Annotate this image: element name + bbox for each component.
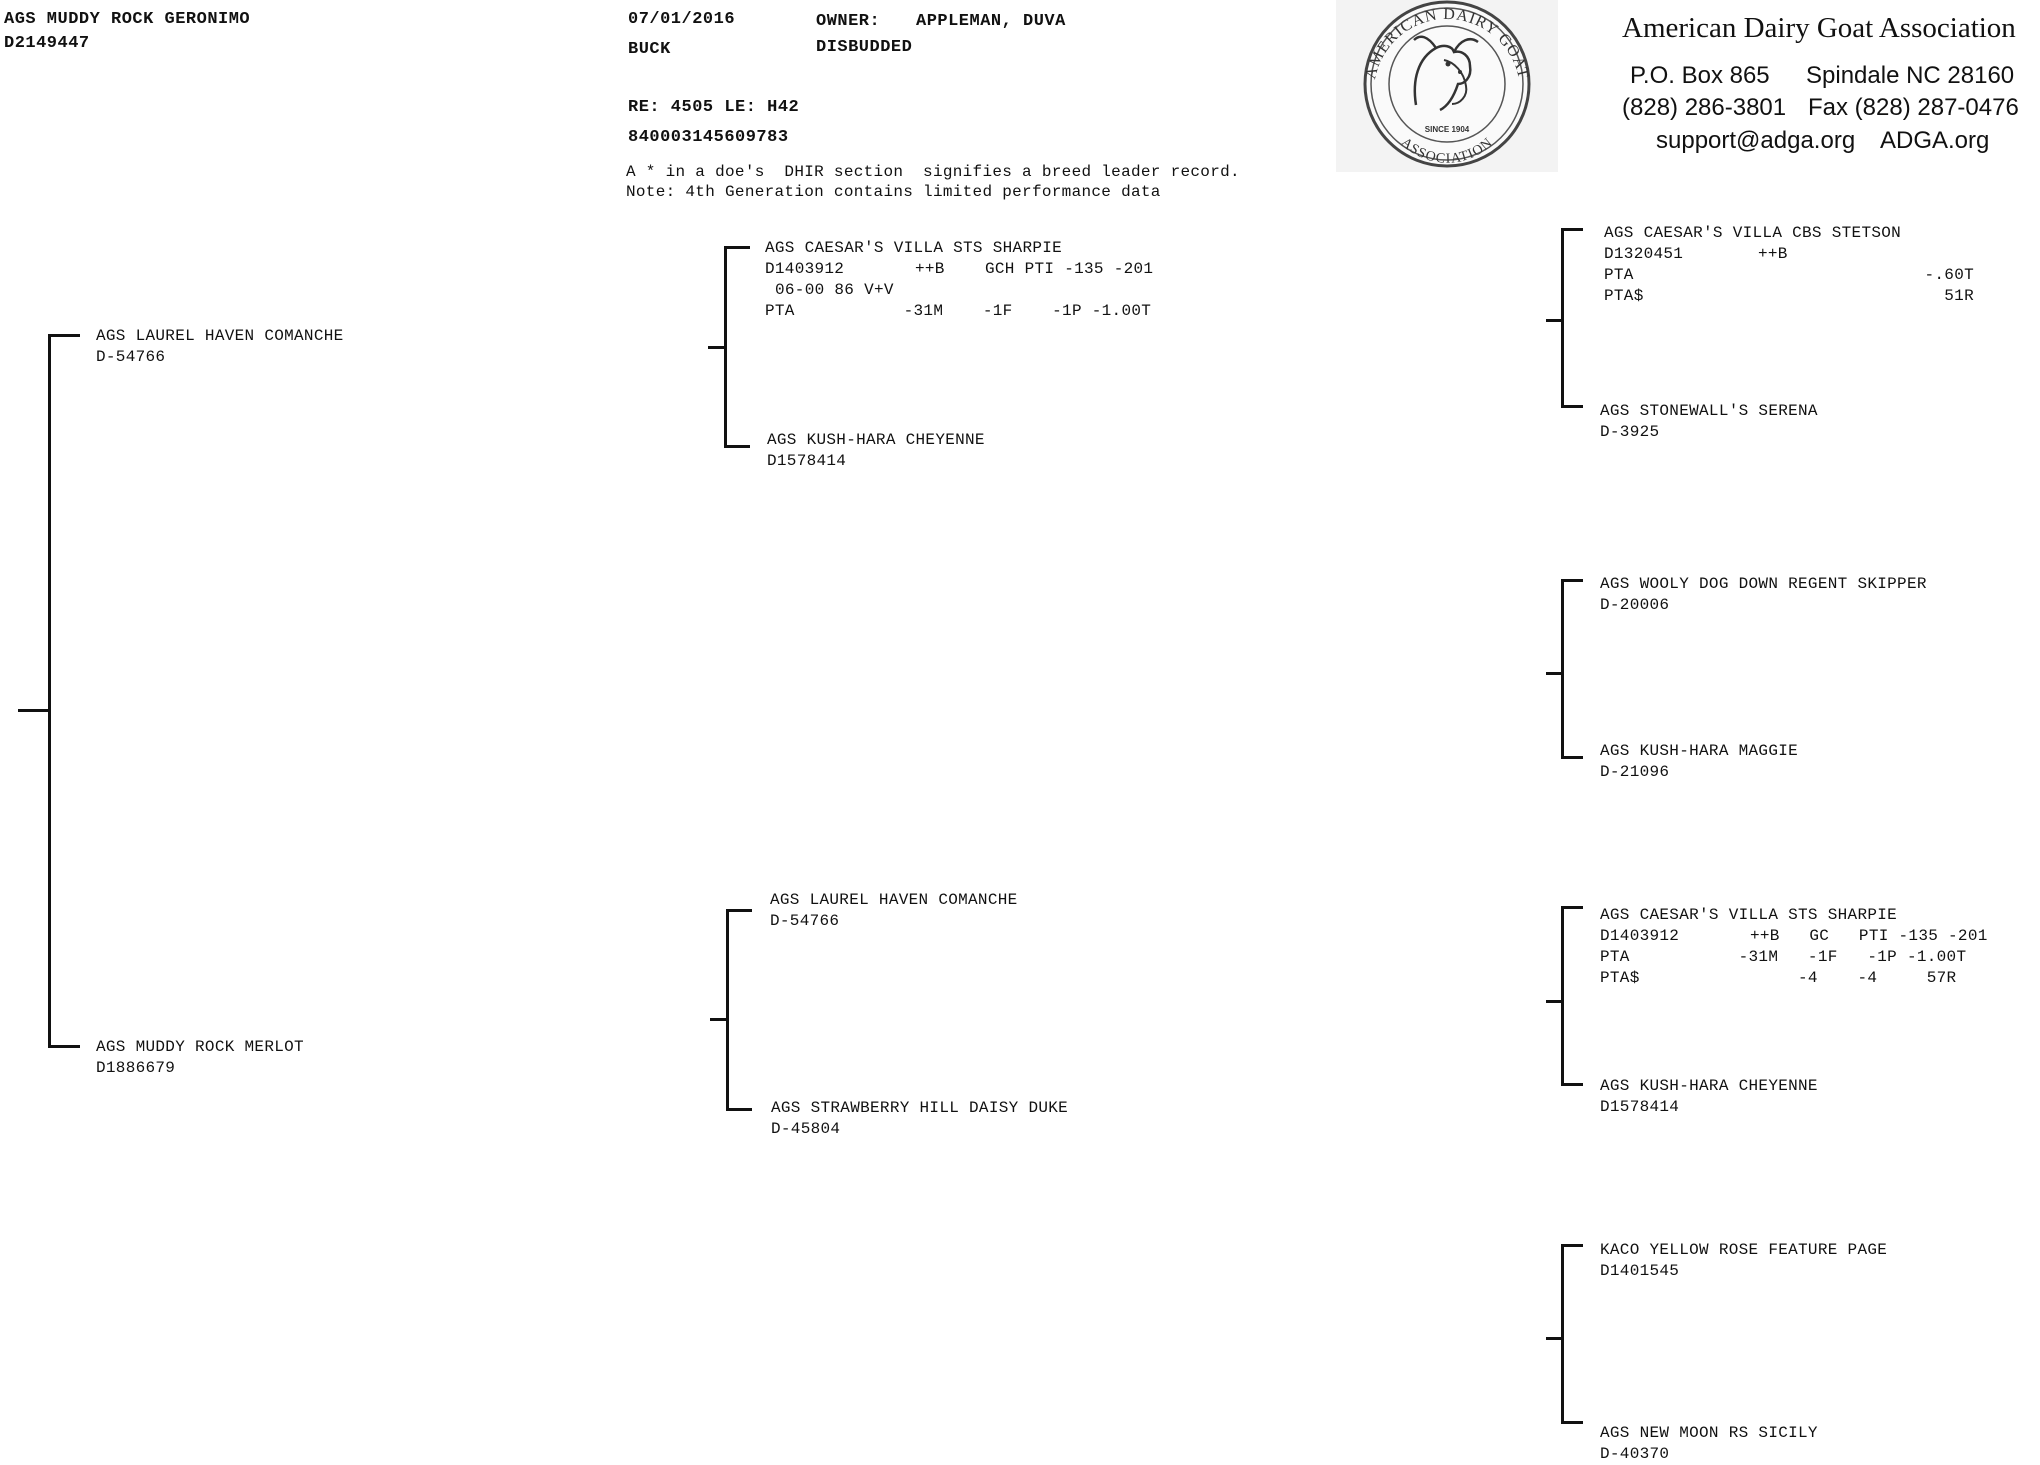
dss-pta: PTA -31M -1F -1P -1.00T xyxy=(1600,948,1967,966)
sss-badge: ++B xyxy=(1758,245,1788,263)
dsd-registration: D1578414 xyxy=(1600,1098,1680,1116)
bracket-sire-bottom xyxy=(724,445,750,448)
note-breed-leader: A * in a doe's DHIR section signifies a breed leader record. xyxy=(626,163,1240,181)
dam-dam-registration: D-45804 xyxy=(771,1120,841,1138)
dam-entry xyxy=(96,1037,304,1079)
dds-name: KACO YELLOW ROSE FEATURE PAGE xyxy=(1600,1241,1888,1259)
sds-entry xyxy=(1600,574,1927,616)
sire-sire-badge: ++B xyxy=(915,260,945,278)
sire-name: AGS LAUREL HAVEN COMANCHE xyxy=(96,327,344,345)
sire-sire-award: GCH PTI -135 -201 xyxy=(985,260,1154,278)
association-logo xyxy=(1336,0,1558,172)
sds-registration: D-20006 xyxy=(1600,596,1670,614)
bracket-dd-top xyxy=(1561,1244,1583,1247)
adga-seal-icon xyxy=(1336,0,1558,172)
bracket-gen1-bottom xyxy=(48,1045,80,1048)
birth-date: 07/01/2016 xyxy=(628,10,736,29)
bracket-ss-top xyxy=(1561,228,1583,231)
horn-status: DISBUDDED xyxy=(816,38,913,57)
sire-sire-entry xyxy=(765,238,1153,322)
sss-pta-value: -.60T xyxy=(1924,266,1974,284)
sss-entry xyxy=(1604,223,1974,307)
ddd-registration: D-40370 xyxy=(1600,1445,1670,1463)
bracket-ss-stub xyxy=(1546,319,1562,322)
dds-entry xyxy=(1600,1240,1887,1282)
seal-since-text: SINCE 1904 xyxy=(1424,125,1470,134)
dam-name: AGS MUDDY ROCK MERLOT xyxy=(96,1038,304,1056)
association-phone: (828) 286-3801 xyxy=(1622,94,1787,121)
bracket-ds-bottom xyxy=(1561,1083,1583,1086)
sss-pta-label: PTA xyxy=(1604,266,1634,284)
sire-sire-name: AGS CAESAR'S VILLA STS SHARPIE xyxy=(765,239,1063,257)
bracket-sd-bottom xyxy=(1561,756,1583,759)
dsd-name: AGS KUSH-HARA CHEYENNE xyxy=(1600,1077,1818,1095)
tattoo: RE: 4505 LE: H42 xyxy=(628,98,800,117)
dam-sire-registration: D-54766 xyxy=(770,912,840,930)
bracket-dd-vertical xyxy=(1561,1244,1564,1423)
sdd-registration: D-21096 xyxy=(1600,763,1670,781)
owner-name: APPLEMAN, DUVA xyxy=(916,12,1066,31)
animal-name: AGS MUDDY ROCK GERONIMO xyxy=(4,10,251,29)
sire-dam-name: AGS KUSH-HARA CHEYENNE xyxy=(767,431,985,449)
sire-dam-entry xyxy=(767,430,985,472)
bracket-sd-top xyxy=(1561,579,1583,582)
dss-awards: ++B GC PTI -135 -201 xyxy=(1750,927,1988,945)
association-city: Spindale NC 28160 xyxy=(1806,62,2015,89)
sss-name: AGS CAESAR'S VILLA CBS STETSON xyxy=(1604,224,1902,242)
bracket-dd-stub xyxy=(1546,1337,1562,1340)
sss-ptad-value: 51R xyxy=(1944,287,1974,305)
sss-ptad-label: PTA$ xyxy=(1604,287,1644,305)
dss-entry xyxy=(1600,905,1988,989)
bracket-sire-top xyxy=(724,246,750,249)
ssd-registration: D-3925 xyxy=(1600,423,1660,441)
bracket-gen1-vertical xyxy=(48,334,51,1047)
owner-label: OWNER: xyxy=(816,12,881,31)
sdd-name: AGS KUSH-HARA MAGGIE xyxy=(1600,742,1799,760)
dss-ptad: PTA$ -4 -4 57R xyxy=(1600,969,1957,987)
bracket-ds-vertical xyxy=(1561,906,1564,1085)
sex: BUCK xyxy=(628,40,671,59)
ddd-entry xyxy=(1600,1423,1818,1465)
dss-registration: D1403912 xyxy=(1600,927,1680,945)
dam-sire-name: AGS LAUREL HAVEN COMANCHE xyxy=(770,891,1018,909)
association-email: support@adga.org xyxy=(1656,127,1856,154)
bracket-sire-stub xyxy=(708,346,724,349)
bracket-sire-vertical xyxy=(724,246,727,447)
bracket-ss-bottom xyxy=(1561,405,1583,408)
sire-sire-registration: D1403912 xyxy=(765,260,845,278)
dam-dam-name: AGS STRAWBERRY HILL DAISY DUKE xyxy=(771,1099,1069,1117)
bracket-ss-vertical xyxy=(1561,228,1564,407)
association-website: ADGA.org xyxy=(1880,127,1990,154)
seal-bottom-text: ASSOCIATION xyxy=(1397,135,1497,167)
note-4th-generation: Note: 4th Generation contains limited performance data xyxy=(626,183,1161,201)
sire-sire-appraisal: 06-00 86 V+V xyxy=(775,281,894,299)
bracket-dam-vertical xyxy=(726,909,729,1110)
dss-name: AGS CAESAR'S VILLA STS SHARPIE xyxy=(1600,906,1898,924)
sire-registration: D-54766 xyxy=(96,348,166,366)
sire-dam-registration: D1578414 xyxy=(767,452,847,470)
bracket-dd-bottom xyxy=(1561,1421,1583,1424)
dam-sire-entry xyxy=(770,890,1018,932)
dds-registration: D1401545 xyxy=(1600,1262,1680,1280)
bracket-ds-stub xyxy=(1546,1000,1562,1003)
association-po-box: P.O. Box 865 xyxy=(1630,62,1770,89)
sss-registration: D1320451 xyxy=(1604,245,1684,263)
dam-dam-entry xyxy=(771,1098,1068,1140)
association-fax: Fax (828) 287-0476 xyxy=(1808,94,2019,121)
ssd-entry xyxy=(1600,401,1818,443)
ddd-name: AGS NEW MOON RS SICILY xyxy=(1600,1424,1818,1442)
animal-registration: D2149447 xyxy=(4,34,90,53)
bracket-dam-bottom xyxy=(726,1108,752,1111)
bracket-sd-vertical xyxy=(1561,579,1564,758)
bracket-root-stub xyxy=(18,709,48,712)
microchip: 840003145609783 xyxy=(628,128,789,147)
sdd-entry xyxy=(1600,741,1798,783)
ssd-name: AGS STONEWALL'S SERENA xyxy=(1600,402,1818,420)
seal-top-text: AMERICAN DAIRY GOAT xyxy=(1362,5,1532,81)
sire-sire-pta: PTA -31M -1F -1P -1.00T xyxy=(765,302,1152,320)
bracket-sd-stub xyxy=(1546,672,1562,675)
bracket-dam-top xyxy=(726,909,752,912)
dam-registration: D1886679 xyxy=(96,1059,176,1077)
dsd-entry xyxy=(1600,1076,1818,1118)
bracket-gen1-top xyxy=(48,334,80,337)
sds-name: AGS WOOLY DOG DOWN REGENT SKIPPER xyxy=(1600,575,1927,593)
sire-entry xyxy=(96,326,344,368)
bracket-ds-top xyxy=(1561,906,1583,909)
association-name: American Dairy Goat Association xyxy=(1622,12,2016,44)
